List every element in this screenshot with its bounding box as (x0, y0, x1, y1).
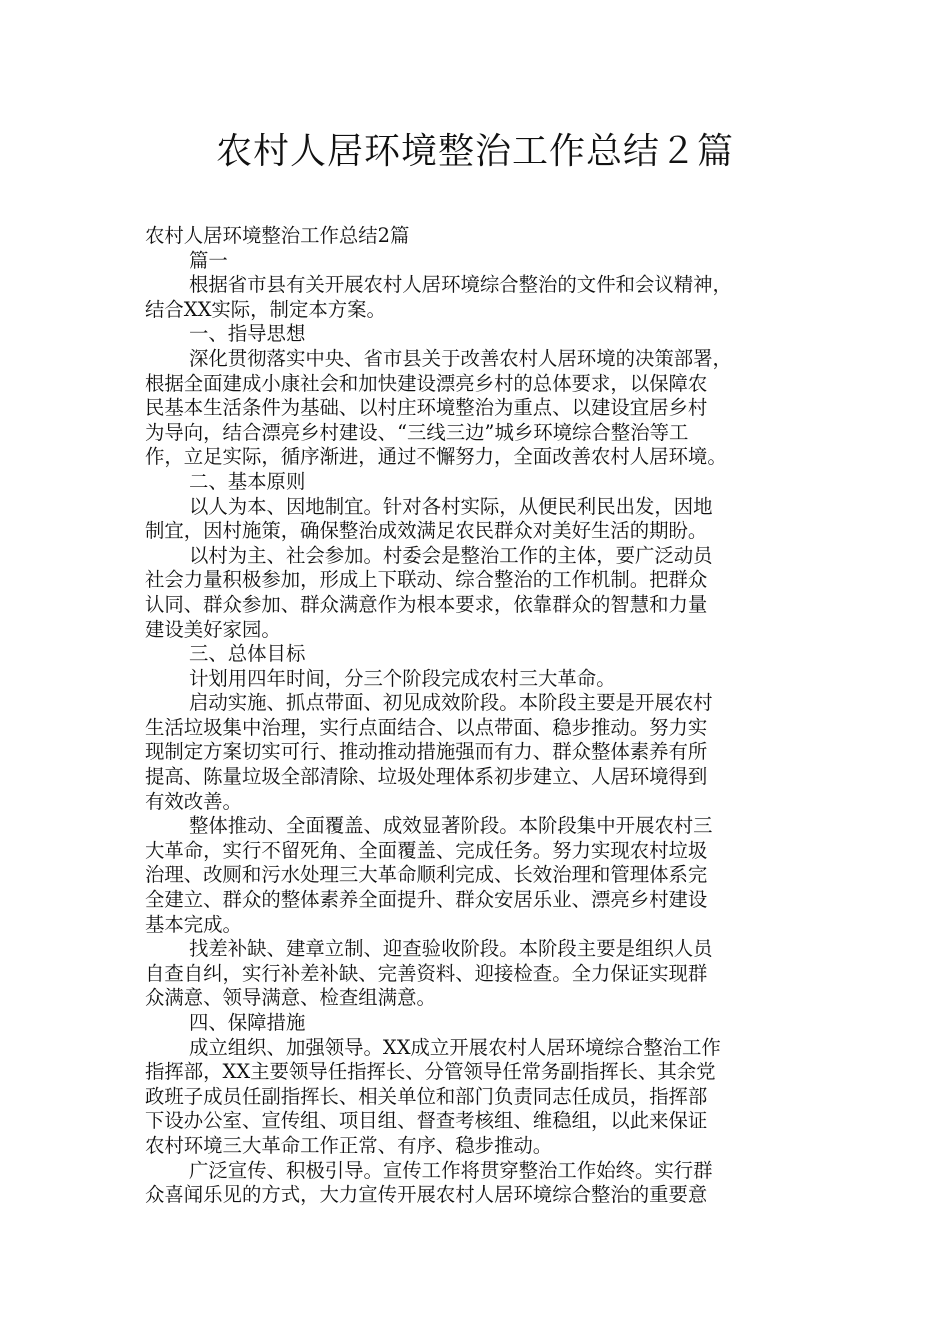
text-line: 篇一 (189, 248, 228, 272)
document-title: 农村人居环境整治工作总结２篇 (215, 131, 734, 172)
text-line: 制宜，因村施策，确保整治成效满足农民群众对美好生活的期盼。 (145, 519, 708, 543)
document-body (145, 224, 810, 1208)
text-line: 以人为本、因地制宜。针对各村实际，从便民利民出发，因地 (189, 494, 713, 518)
text-line: 众喜闻乐见的方式，大力宣传开展农村人居环境综合整治的重要意 (145, 1183, 708, 1207)
text-line: 找差补缺、建章立制、迎查验收阶段。本阶段主要是组织人员 (189, 937, 713, 961)
text-line: 成立组织、加强领导。XX成立开展农村人居环境综合整治工作 (189, 1035, 721, 1059)
text-line: 现制定方案切实可行、推动推动措施强而有力、群众整体素养有所 (145, 740, 708, 764)
text-line: 众满意、领导满意、检查组满意。 (145, 986, 436, 1010)
text-line: 四、保障措施 (189, 1011, 306, 1034)
text-line: 启动实施、抓点带面、初见成效阶段。本阶段主要是开展农村 (189, 691, 713, 715)
text-line: 广泛宣传、积极引导。宣传工作将贯穿整治工作始终。实行群 (189, 1158, 713, 1182)
text-line: 基本完成。 (145, 912, 242, 936)
text-line: 社会力量积极参加，形成上下联动、综合整治的工作机制。把群众 (145, 568, 708, 592)
text-line: 民基本生活条件为基础、以村庄环境整治为重点、以建设宜居乡村 (145, 396, 708, 420)
text-line: 认同、群众参加、群众满意作为根本要求，依靠群众的智慧和力量 (145, 592, 708, 616)
text-line: 为导向，结合漂亮乡村建设、“三线三边”城乡环境综合整治等工 (145, 420, 689, 444)
text-line: 指挥部，XX主要领导任指挥长、分管领导任常务副指挥长、其余党 (145, 1060, 716, 1084)
text-line: 建设美好家园。 (145, 617, 281, 641)
text-line: 生活垃圾集中治理，实行点面结合、以点带面、稳步推动。努力实 (145, 715, 708, 739)
text-line: 三、总体目标 (189, 642, 306, 666)
text-line: 政班子成员任副指挥长、相关单位和部门负责同志任成员，指挥部 (145, 1084, 708, 1108)
text-line: 作，立足实际，循序渐进，通过不懈努力，全面改善农村人居环境。 (145, 445, 727, 469)
text-line: 深化贯彻落实中央、省市县关于改善农村人居环境的决策部署， (189, 346, 732, 370)
text-line: 二、基本原则 (189, 469, 306, 493)
text-line: 农村人居环境整治工作总结2篇 (145, 224, 410, 247)
text-line: 计划用四年时间，分三个阶段完成农村三大革命。 (189, 666, 616, 690)
text-line: 以村为主、社会参加。村委会是整治工作的主体，要广泛动员 (189, 543, 713, 567)
text-line: 农村环境三大革命工作正常、有序、稳步推动。 (145, 1133, 553, 1157)
text-line: 大革命，实行不留死角、全面覆盖、完成任务。努力实现农村垃圾 (145, 838, 708, 862)
text-line: 整体推动、全面覆盖、成效显著阶段。本阶段集中开展农村三 (189, 814, 713, 838)
text-line: 治理、改厕和污水处理三大革命顺利完成、长效治理和管理体系完 (145, 863, 708, 887)
text-line: 根据省市县有关开展农村人居环境综合整治的文件和会议精神， (189, 273, 732, 297)
text-line: 根据全面建成小康社会和加快建设漂亮乡村的总体要求，以保障农 (145, 371, 708, 395)
text-line: 全建立、群众的整体素养全面提升、群众安居乐业、漂亮乡村建设 (145, 888, 708, 912)
text-line: 一、指导思想 (189, 322, 306, 346)
text-line: 结合XX实际，制定本方案。 (145, 297, 386, 321)
text-line: 提高、陈量垃圾全部清除、垃圾处理体系初步建立、人居环境得到 (145, 765, 708, 789)
text-line: 有效改善。 (145, 789, 242, 813)
text-line: 下设办公室、宣传组、项目组、督查考核组、维稳组，以此来保证 (145, 1109, 708, 1133)
text-line: 自查自纠，实行补差补缺、完善资料、迎接检查。全力保证实现群 (145, 961, 708, 985)
